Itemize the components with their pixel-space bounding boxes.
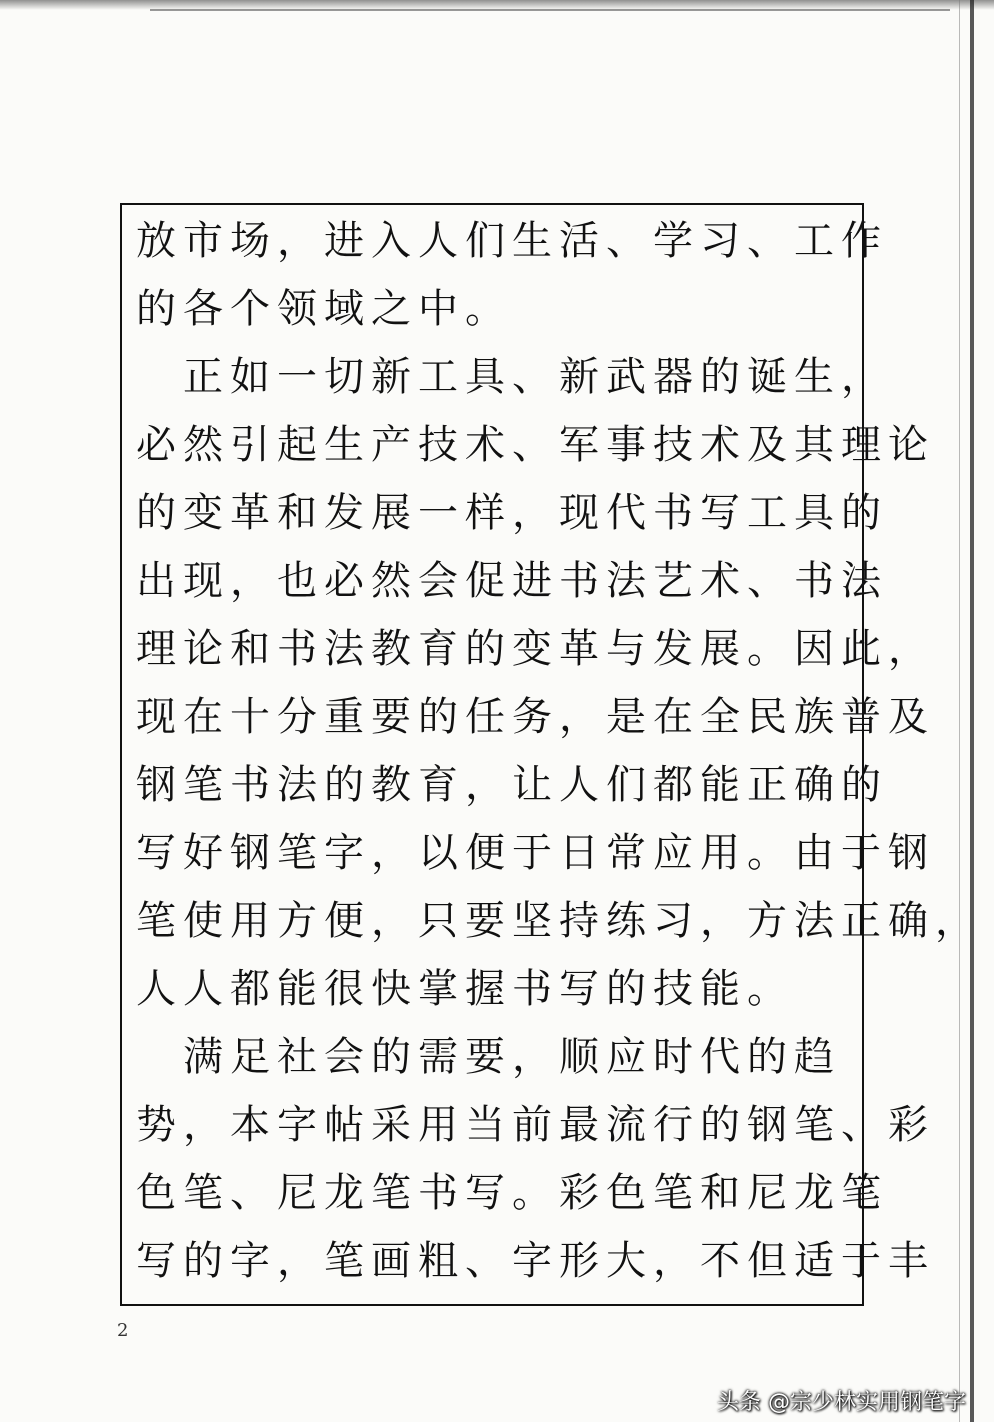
page-number: 2: [117, 1320, 129, 1341]
text-line: 理论和书法教育的变革与发展。因此，: [136, 626, 935, 672]
text-line: 的各个领域之中。: [136, 286, 512, 332]
text-line: 写的字，笔画粗、字形大，不但适于丰: [136, 1238, 935, 1284]
text-line: 出现，也必然会促进书法艺术、书法: [136, 558, 888, 604]
scan-right-edge: [970, 0, 974, 1422]
text-line: 正如一切新工具、新武器的诞生，: [136, 354, 888, 400]
text-line: 笔使用方便，只要坚持练习，方法正确，: [136, 898, 982, 944]
text-line: 势，本字帖采用当前最流行的钢笔、彩: [136, 1102, 935, 1148]
scan-right-edge-inner: [959, 0, 960, 1422]
text-line: 必然引起生产技术、军事技术及其理论: [136, 422, 935, 468]
text-line: 现在十分重要的任务，是在全民族普及: [136, 694, 935, 740]
text-line: 满足社会的需要，顺应时代的趋: [136, 1034, 841, 1080]
text-line: 的变革和发展一样，现代书写工具的: [136, 490, 888, 536]
text-line: 写好钢笔字，以便于日常应用。由于钢: [136, 830, 935, 876]
text-line: 色笔、尼龙笔书写。彩色笔和尼龙笔: [136, 1170, 888, 1216]
scan-top-rule: [150, 9, 950, 11]
text-frame: [120, 203, 982, 1306]
text-line: 人人都能很快掌握书写的技能。: [136, 966, 794, 1012]
text-line: 钢笔书法的教育，让人们都能正确的: [136, 762, 888, 808]
watermark: 头条 @宗少林实用钢笔字: [717, 1390, 966, 1415]
text-line: 放市场，进入人们生活、学习、工作: [136, 218, 888, 264]
